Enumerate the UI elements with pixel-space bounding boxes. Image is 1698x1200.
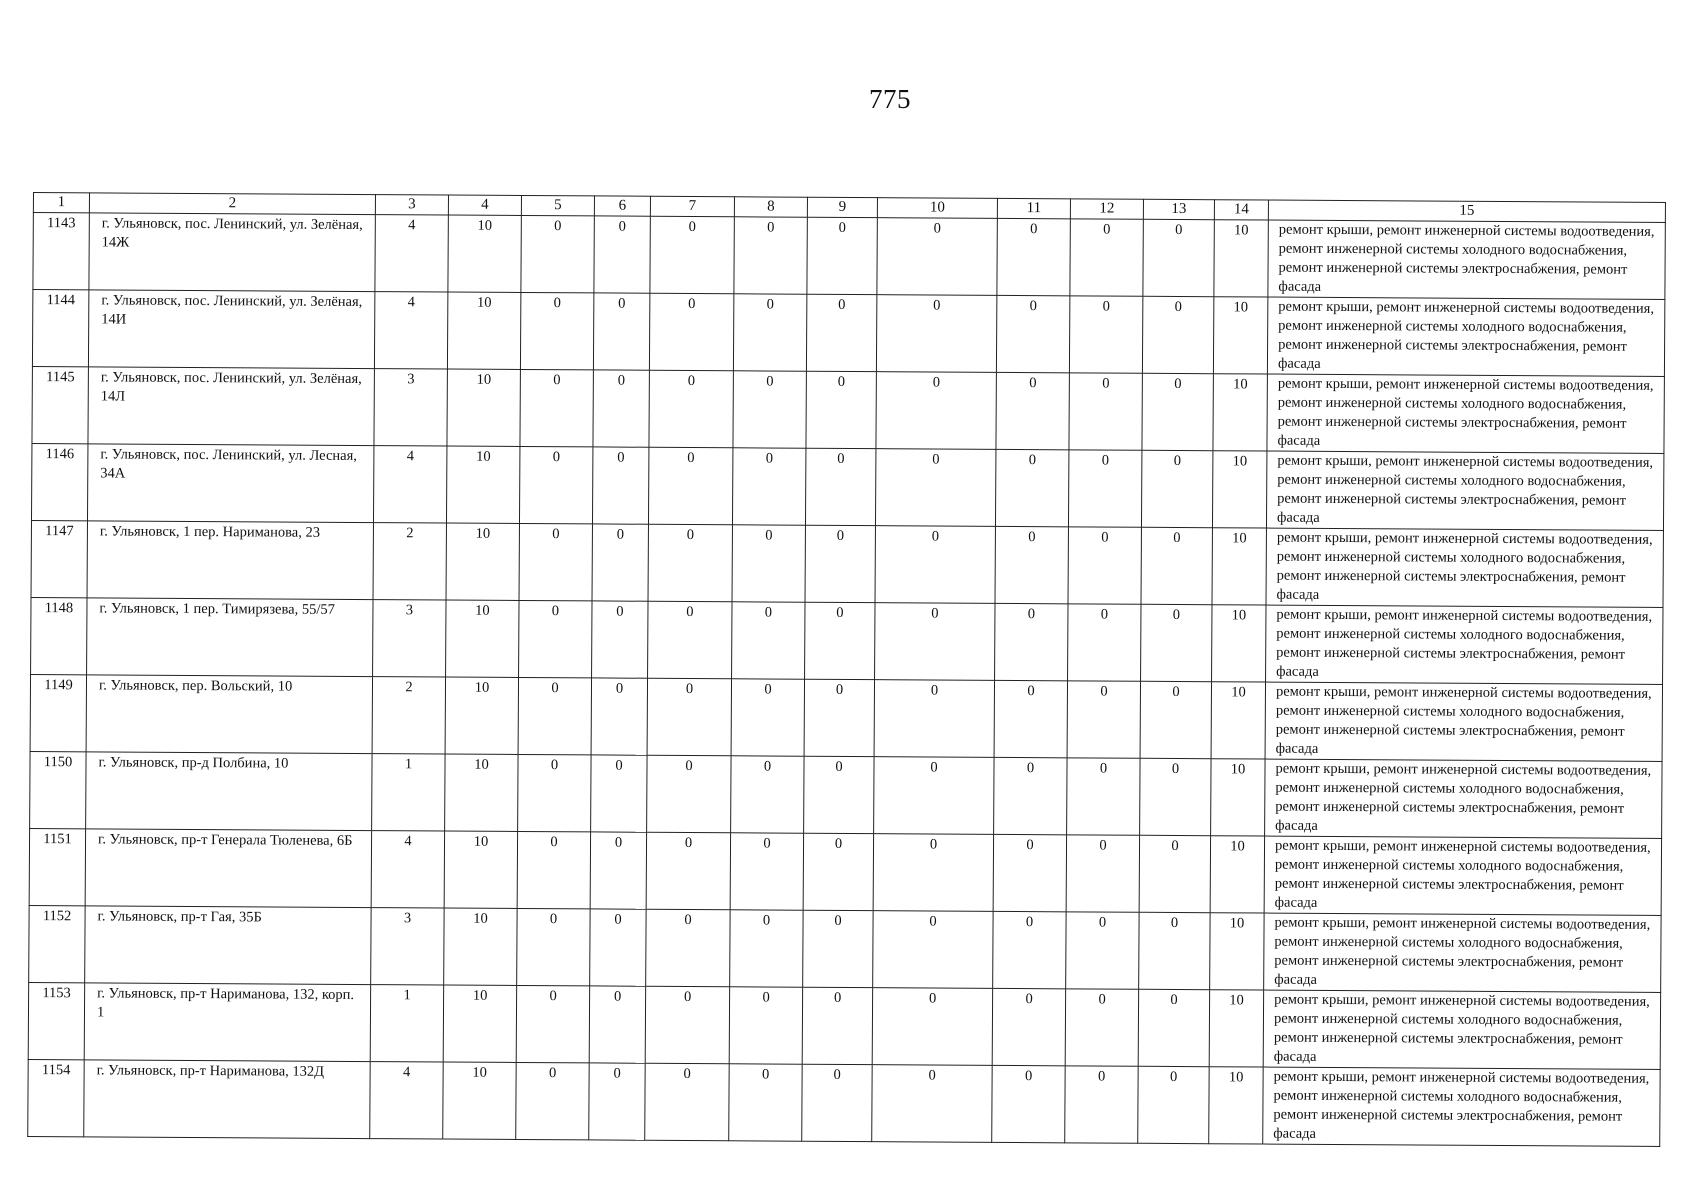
value-cell-c10: 0 (874, 680, 994, 758)
row-number-cell: 1146 (31, 443, 87, 520)
value-cell-c6: 0 (594, 216, 650, 293)
value-cell-c4: 10 (445, 677, 518, 754)
works-cell: ремонт крыши, ремонт инженерной системы водоотведения, ремонт инженерной системы холодного водоснабжения, ремонт инженерной системы электроснабжения, ремонт фасада (1263, 990, 1660, 1069)
value-cell-c12: 0 (1068, 604, 1141, 681)
column-header-2: 2 (89, 193, 375, 215)
value-cell-c11: 0 (994, 680, 1067, 757)
value-cell-c10: 0 (875, 603, 995, 681)
value-cell-c6: 0 (593, 370, 649, 447)
value-cell-c11: 0 (995, 526, 1068, 603)
value-cell-c12: 0 (1066, 912, 1139, 989)
address-cell: г. Ульяновск, 1 пер. Тимирязева, 55/57 (87, 598, 373, 677)
value-cell-c12: 0 (1065, 989, 1138, 1066)
value-cell-c8: 0 (729, 987, 802, 1064)
column-header-15: 15 (1268, 200, 1665, 222)
value-cell-c13: 0 (1140, 681, 1211, 758)
value-cell-c6: 0 (592, 524, 648, 601)
row-number-cell: 1143 (33, 213, 89, 290)
value-cell-c7: 0 (645, 1063, 729, 1141)
value-cell-c6: 0 (593, 293, 649, 370)
value-cell-c12: 0 (1070, 219, 1143, 296)
value-cell-c5: 0 (519, 600, 592, 677)
value-cell-c5: 0 (519, 446, 592, 523)
value-cell-c7: 0 (648, 601, 732, 679)
value-cell-c7: 0 (648, 447, 732, 525)
value-cell-c10: 0 (876, 295, 996, 373)
address-cell: г. Ульяновск, пос. Ленинский, ул. Зелёная, 14Л (88, 367, 374, 446)
table-row (31, 443, 1663, 530)
value-cell-c7: 0 (647, 678, 731, 756)
column-header-6: 6 (594, 196, 650, 216)
value-cell-c13: 0 (1142, 296, 1213, 373)
value-cell-c4: 10 (446, 600, 519, 677)
page-number: 775 (869, 84, 911, 114)
value-cell-c12: 0 (1067, 758, 1140, 835)
address-cell: г. Ульяновск, пос. Ленинский, ул. Зелёная, 14И (88, 290, 374, 369)
column-header-14: 14 (1214, 200, 1268, 220)
address-cell: г. Ульяновск, пер. Вольский, 10 (86, 675, 372, 754)
value-cell-c13: 0 (1143, 219, 1214, 296)
value-cell-c5: 0 (519, 523, 592, 600)
row-number-cell: 1144 (32, 290, 88, 367)
column-header-12: 12 (1070, 199, 1143, 219)
value-cell-c4: 10 (444, 831, 517, 908)
value-cell-c8: 0 (732, 602, 805, 679)
value-cell-c13: 0 (1139, 835, 1210, 912)
table-row (31, 597, 1663, 684)
works-cell: ремонт крыши, ремонт инженерной системы водоотведения, ремонт инженерной системы холодного водоснабжения, ремонт инженерной системы электроснабжения, ремонт фасада (1266, 451, 1663, 530)
column-header-1: 1 (33, 193, 89, 213)
value-cell-c14: 10 (1213, 297, 1267, 374)
column-header-10: 10 (877, 198, 997, 219)
table-row (32, 366, 1664, 453)
row-number-cell: 1154 (28, 1059, 84, 1136)
value-cell-c6: 0 (591, 755, 647, 832)
value-cell-c4: 10 (447, 292, 520, 369)
value-cell-c11: 0 (994, 757, 1067, 834)
value-cell-c9: 0 (805, 448, 875, 525)
address-cell: г. Ульяновск, пр-т Нариманова, 132, корп. 1 (84, 983, 370, 1062)
value-cell-c3: 3 (373, 600, 446, 677)
value-cell-c14: 10 (1214, 220, 1268, 297)
column-header-3: 3 (375, 195, 448, 215)
row-number-cell: 1149 (30, 674, 86, 751)
value-cell-c4: 10 (444, 908, 517, 985)
value-cell-c6: 0 (590, 909, 646, 986)
value-cell-c12: 0 (1067, 681, 1140, 758)
value-cell-c14: 10 (1212, 451, 1266, 528)
value-cell-c14: 10 (1210, 836, 1264, 913)
value-cell-c14: 10 (1209, 1067, 1263, 1144)
value-cell-c8: 0 (733, 371, 806, 448)
value-cell-c13: 0 (1140, 758, 1211, 835)
value-cell-c9: 0 (805, 525, 875, 602)
value-cell-c5: 0 (517, 908, 590, 985)
value-cell-c14: 10 (1210, 913, 1264, 990)
value-cell-c13: 0 (1139, 912, 1210, 989)
column-header-7: 7 (650, 196, 734, 217)
table-row (30, 674, 1662, 761)
value-cell-c13: 0 (1142, 373, 1213, 450)
value-cell-c9: 0 (805, 602, 875, 679)
value-cell-c7: 0 (645, 986, 729, 1064)
value-cell-c13: 0 (1141, 604, 1212, 681)
works-cell: ремонт крыши, ремонт инженерной системы водоотведения, ремонт инженерной системы холодного водоснабжения, ремонт инженерной системы электроснабжения, ремонт фасада (1266, 528, 1663, 607)
works-cell: ремонт крыши, ремонт инженерной системы водоотведения, ремонт инженерной системы холодного водоснабжения, ремонт инженерной системы электроснабжения, ремонт фасада (1266, 605, 1663, 684)
value-cell-c3: 4 (370, 1062, 443, 1139)
value-cell-c10: 0 (875, 526, 995, 604)
value-cell-c11: 0 (992, 1065, 1065, 1142)
value-cell-c8: 0 (732, 448, 805, 525)
value-cell-c5: 0 (521, 215, 594, 292)
value-cell-c9: 0 (804, 756, 874, 833)
value-cell-c11: 0 (992, 988, 1065, 1065)
value-cell-c9: 0 (802, 987, 872, 1064)
value-cell-c14: 10 (1212, 528, 1266, 605)
value-cell-c8: 0 (730, 910, 803, 987)
value-cell-c9: 0 (803, 910, 873, 987)
value-cell-c10: 0 (873, 911, 993, 989)
value-cell-c10: 0 (877, 218, 997, 296)
column-header-5: 5 (521, 195, 594, 215)
value-cell-c11: 0 (996, 295, 1069, 372)
row-number-cell: 1152 (29, 905, 85, 982)
value-cell-c6: 0 (592, 601, 648, 678)
value-cell-c11: 0 (995, 603, 1068, 680)
value-cell-c7: 0 (647, 755, 731, 833)
value-cell-c3: 4 (374, 292, 447, 369)
value-cell-c4: 10 (446, 446, 519, 523)
value-cell-c11: 0 (993, 834, 1066, 911)
value-cell-c13: 0 (1141, 527, 1212, 604)
value-cell-c10: 0 (876, 372, 996, 450)
works-cell: ремонт крыши, ремонт инженерной системы водоотведения, ремонт инженерной системы холодного водоснабжения, ремонт инженерной системы электроснабжения, ремонт фасада (1267, 297, 1664, 376)
value-cell-c10: 0 (874, 757, 994, 835)
works-cell: ремонт крыши, ремонт инженерной системы водоотведения, ремонт инженерной системы холодного водоснабжения, ремонт инженерной системы электроснабжения, ремонт фасада (1263, 1067, 1660, 1146)
value-cell-c5: 0 (518, 754, 591, 831)
value-cell-c6: 0 (590, 832, 646, 909)
value-cell-c7: 0 (646, 909, 730, 987)
table-row (29, 828, 1661, 915)
value-cell-c12: 0 (1068, 450, 1141, 527)
value-cell-c10: 0 (875, 449, 995, 527)
value-cell-c3: 4 (373, 446, 446, 523)
value-cell-c8: 0 (731, 756, 804, 833)
value-cell-c12: 0 (1069, 296, 1142, 373)
value-cell-c9: 0 (806, 294, 876, 371)
works-cell: ремонт крыши, ремонт инженерной системы водоотведения, ремонт инженерной системы холодного водоснабжения, ремонт инженерной системы электроснабжения, ремонт фасада (1265, 759, 1662, 838)
value-cell-c6: 0 (589, 1063, 645, 1140)
value-cell-c14: 10 (1212, 605, 1266, 682)
value-cell-c12: 0 (1065, 1066, 1138, 1143)
value-cell-c5: 0 (520, 292, 593, 369)
value-cell-c6: 0 (591, 678, 647, 755)
value-cell-c11: 0 (993, 911, 1066, 988)
table-row (28, 982, 1660, 1069)
address-cell: г. Ульяновск, пр-т Нариманова, 132Д (84, 1060, 370, 1139)
value-cell-c14: 10 (1211, 682, 1265, 759)
value-cell-c14: 10 (1213, 374, 1267, 451)
value-cell-c11: 0 (997, 218, 1070, 295)
value-cell-c5: 0 (517, 831, 590, 908)
value-cell-c8: 0 (733, 294, 806, 371)
value-cell-c9: 0 (806, 371, 876, 448)
value-cell-c13: 0 (1138, 989, 1209, 1066)
value-cell-c14: 10 (1211, 759, 1265, 836)
value-cell-c9: 0 (807, 217, 877, 294)
address-cell: г. Ульяновск, 1 пер. Нариманова, 23 (87, 521, 373, 600)
row-number-cell: 1153 (28, 982, 84, 1059)
table-row (28, 1059, 1660, 1146)
value-cell-c8: 0 (734, 217, 807, 294)
value-cell-c3: 2 (373, 523, 446, 600)
works-cell: ремонт крыши, ремонт инженерной системы водоотведения, ремонт инженерной системы холодного водоснабжения, ремонт инженерной системы электроснабжения, ремонт фасада (1265, 682, 1662, 761)
repair-table (27, 192, 1666, 1147)
value-cell-c12: 0 (1066, 835, 1139, 912)
value-cell-c5: 0 (516, 1062, 589, 1139)
table-row (29, 905, 1661, 992)
value-cell-c8: 0 (730, 833, 803, 910)
value-cell-c11: 0 (996, 372, 1069, 449)
value-cell-c7: 0 (649, 293, 733, 371)
works-cell: ремонт крыши, ремонт инженерной системы водоотведения, ремонт инженерной системы холодного водоснабжения, ремонт инженерной системы электроснабжения, ремонт фасада (1264, 913, 1661, 992)
value-cell-c9: 0 (802, 1064, 872, 1141)
value-cell-c9: 0 (804, 679, 874, 756)
value-cell-c8: 0 (729, 1064, 802, 1141)
row-number-cell: 1151 (29, 828, 85, 905)
works-cell: ремонт крыши, ремонт инженерной системы водоотведения, ремонт инженерной системы холодного водоснабжения, ремонт инженерной системы электроснабжения, ремонт фасада (1268, 220, 1665, 299)
row-number-cell: 1145 (32, 366, 88, 443)
column-header-13: 13 (1143, 199, 1214, 219)
value-cell-c4: 10 (443, 1062, 516, 1139)
value-cell-c8: 0 (732, 525, 805, 602)
value-cell-c6: 0 (592, 447, 648, 524)
value-cell-c13: 0 (1138, 1066, 1209, 1143)
value-cell-c10: 0 (873, 834, 993, 912)
value-cell-c7: 0 (649, 370, 733, 448)
address-cell: г. Ульяновск, пр-д Полбина, 10 (86, 752, 372, 831)
value-cell-c3: 4 (371, 831, 444, 908)
address-cell: г. Ульяновск, пр-т Генерала Тюленева, 6Б (85, 829, 371, 908)
value-cell-c10: 0 (872, 1065, 992, 1143)
table-row (31, 520, 1663, 607)
table-row (30, 751, 1662, 838)
value-cell-c3: 4 (375, 215, 448, 292)
value-cell-c5: 0 (518, 677, 591, 754)
value-cell-c9: 0 (803, 833, 873, 910)
value-cell-c4: 10 (447, 369, 520, 446)
column-header-11: 11 (997, 198, 1070, 218)
value-cell-c3: 3 (374, 369, 447, 446)
table-body (28, 213, 1666, 1147)
value-cell-c11: 0 (995, 449, 1068, 526)
row-number-cell: 1147 (31, 520, 87, 597)
row-number-cell: 1148 (31, 597, 87, 674)
address-cell: г. Ульяновск, пр-т Гая, 35Б (85, 906, 371, 985)
value-cell-c3: 2 (372, 677, 445, 754)
value-cell-c8: 0 (731, 679, 804, 756)
value-cell-c12: 0 (1068, 527, 1141, 604)
value-cell-c3: 1 (370, 985, 443, 1062)
table-row (32, 290, 1664, 377)
value-cell-c3: 1 (372, 754, 445, 831)
column-header-8: 8 (734, 197, 807, 217)
value-cell-c4: 10 (443, 985, 516, 1062)
value-cell-c4: 10 (446, 523, 519, 600)
value-cell-c3: 3 (371, 908, 444, 985)
value-cell-c12: 0 (1069, 373, 1142, 450)
works-cell: ремонт крыши, ремонт инженерной системы водоотведения, ремонт инженерной системы холодного водоснабжения, ремонт инженерной системы электроснабжения, ремонт фасада (1267, 374, 1664, 453)
value-cell-c7: 0 (648, 524, 732, 602)
row-number-cell: 1150 (30, 751, 86, 828)
value-cell-c14: 10 (1209, 990, 1263, 1067)
value-cell-c4: 10 (448, 215, 521, 292)
table-row (33, 213, 1665, 300)
value-cell-c7: 0 (646, 832, 730, 910)
value-cell-c5: 0 (520, 369, 593, 446)
address-cell: г. Ульяновск, пос. Ленинский, ул. Зелёная, 14Ж (89, 213, 375, 292)
value-cell-c10: 0 (872, 988, 992, 1066)
column-header-9: 9 (807, 197, 877, 217)
value-cell-c13: 0 (1141, 450, 1212, 527)
value-cell-c6: 0 (589, 986, 645, 1063)
value-cell-c4: 10 (445, 754, 518, 831)
value-cell-c5: 0 (516, 985, 589, 1062)
address-cell: г. Ульяновск, пос. Ленинский, ул. Лесная, 34А (87, 444, 373, 523)
value-cell-c7: 0 (650, 216, 734, 294)
column-header-4: 4 (448, 195, 521, 215)
works-cell: ремонт крыши, ремонт инженерной системы водоотведения, ремонт инженерной системы холодного водоснабжения, ремонт инженерной системы электроснабжения, ремонт фасада (1264, 836, 1661, 915)
